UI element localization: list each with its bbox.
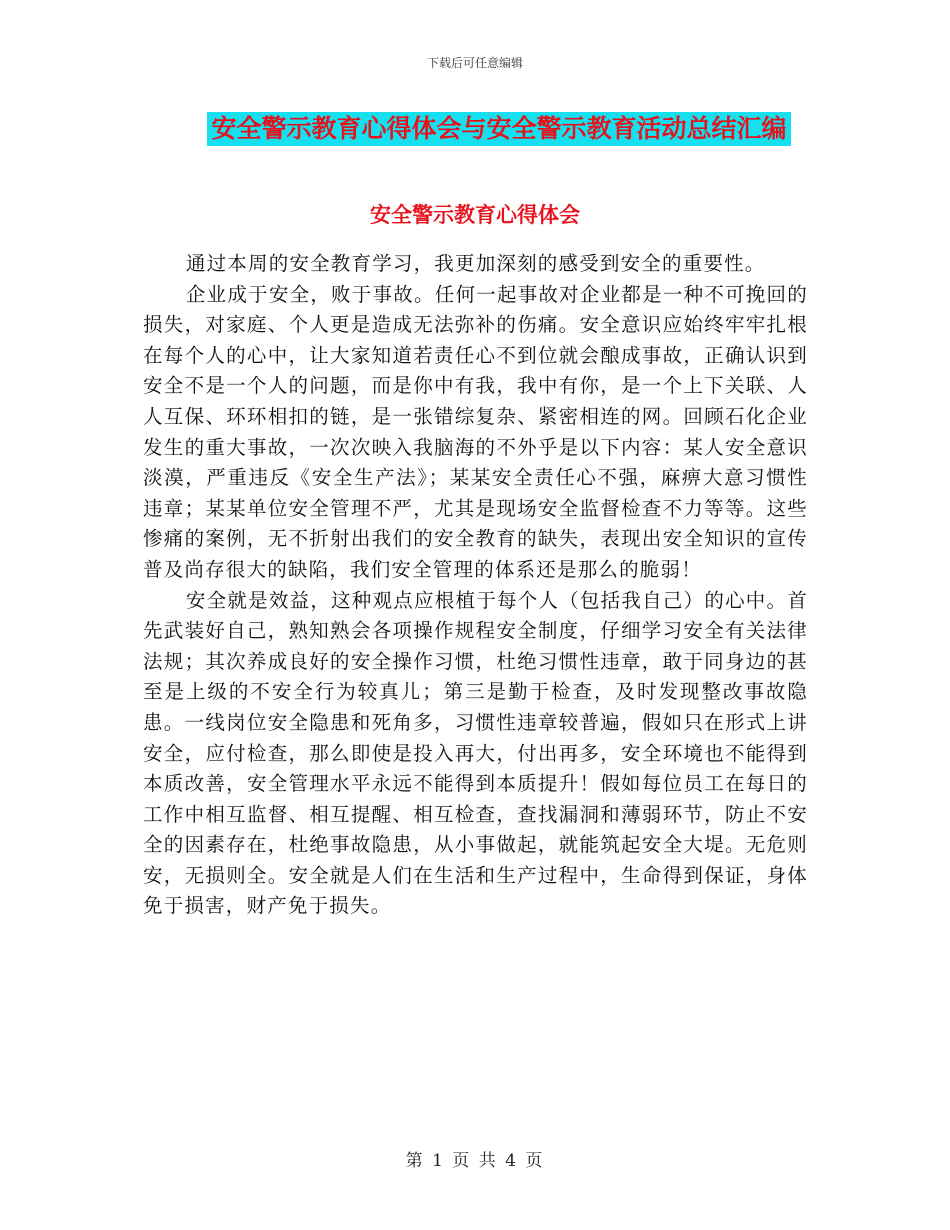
header-note: 下载后可任意编辑 xyxy=(426,56,523,70)
section-title: 安全警示教育心得体会 xyxy=(370,203,580,227)
paragraph-3: 安全就是效益，这种观点应根植于每个人（包括我自己）的心中。首先武装好自己，熟知熟会各项操作规程安全制度，仔细学习安全有关法律法规；其次养成良好的安全操作习惯，杜绝习惯性违章，敢于同身边的甚至是上级的不安全行为较真儿；第三是勤于检查，及时发现整改事故隐患。一线岗位安全隐患和死角多，习惯性违章较普遍，假如只在形式上讲安全，应付检查，那么即使是投入再大，付出再多，安全环境也不能得到本质改善，安全管理水平永远不能得到本质提升！假如每位员工在每日的工作中相互监督、相互提醒、相互检查，查找漏洞和薄弱环节，防止不安全的因素存在，杜绝事故隐患，从小事做起，就能筑起安全大堤。无危则安，无损则全。安全就是人们在生活和生产过程中，生命得到保证，身体免于损害，财产免于损失。 xyxy=(143,588,808,918)
main-title: 安全警示教育心得体会与安全警示教育活动总结汇编 xyxy=(207,112,790,146)
main-title-container xyxy=(0,112,950,146)
document-body xyxy=(143,220,808,922)
page-number: 第 1 页 共 4 页 xyxy=(405,1151,545,1171)
paragraph-2: 企业成于安全，败于事故。任何一起事故对企业都是一种不可挽回的损失，对家庭、个人更是造成无法弥补的伤痛。安全意识应始终牢牢扎根在每个人的心中，让大家知道若责任心不到位就会酿成事故，正确认识到安全不是一个人的问题，而是你中有我，我中有你，是一个上下关联、人人互保、环环相扣的链，是一张错综复杂、紧密相连的网。回顾石化企业发生的重大事故，一次次映入我脑海的不外乎是以下内容：某人安全意识淡漠，严重违反《安全生产法》；某某安全责任心不强，麻痹大意习惯性违章；某某单位安全管理不严，尤其是现场安全监督检查不力等等。这些惨痛的案例，无不折射出我们的安全教育的缺失，表现出安全知识的宣传普及尚存很大的缺陷，我们安全管理的体系还是那么的脆弱！ xyxy=(143,282,808,581)
paragraph-1: 通过本周的安全教育学习，我更加深刻的感受到安全的重要性。 xyxy=(185,252,766,275)
